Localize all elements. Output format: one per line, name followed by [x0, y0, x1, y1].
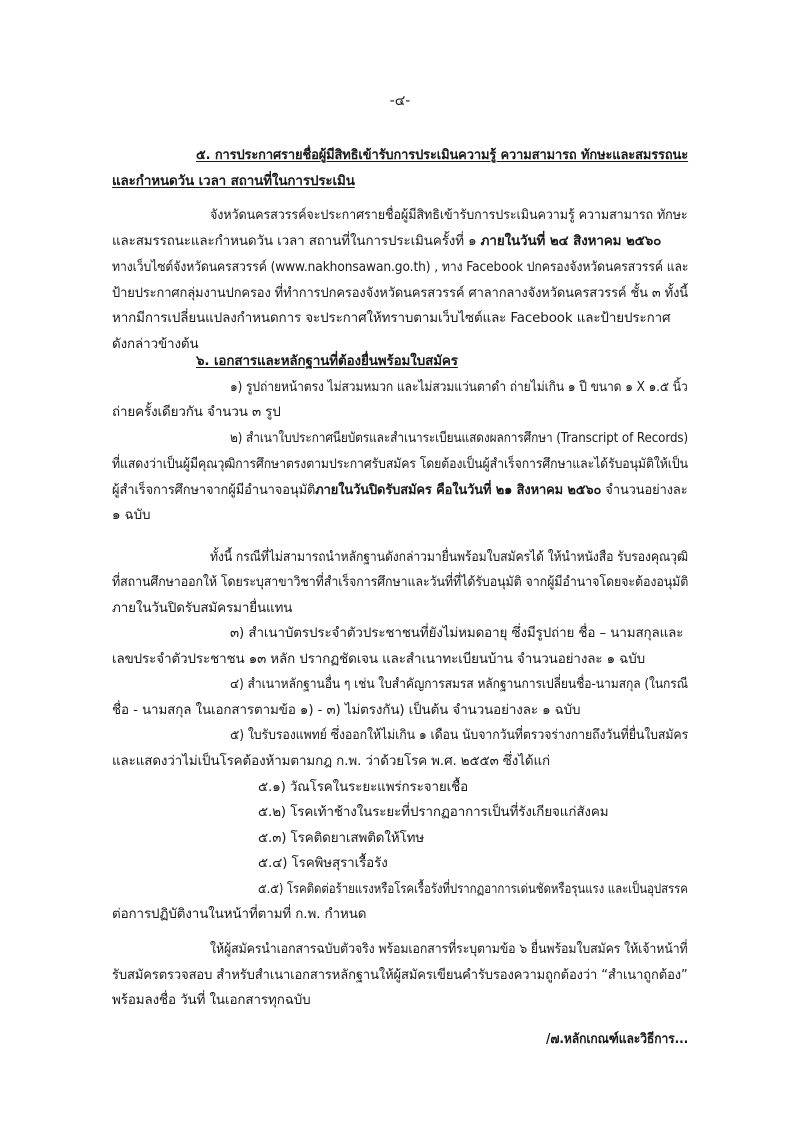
sub-item-5-5-line-2: ต่อการปฏิบัติงานในหน้าที่ตามที่ ก.พ. กำหนด	[112, 907, 367, 922]
section-5-paragraph-line: ป้ายประกาศกลุ่มงานปกครอง ที่ทำการปกครองจังหวัดนครสวรรค์ ศาลากลางจังหวัดนครสวรรค์ ชั้น ๓ ทั้งนี้	[112, 286, 689, 301]
item-3-line-2: เลขประจำตัวประชาชน ๑๓ หลัก ปรากฏชัดเจน และสำเนาทะเบียนบ้าน จำนวนอย่างละ ๑ ฉบับ	[112, 652, 645, 667]
sub-item-5-2: ๕.๒) โรคเท้าช้างในระยะที่ปรากฏอาการเป็นที่รังเกียจแก่สังคม	[258, 805, 609, 820]
item-5-line-1: ๕) ใบรับรองแพทย์ ซึ่งออกให้ไม่เกิน ๑ เดือน นับจากวันที่ตรวจร่างกายถึงวันที่ยื่นใบสมัคร	[230, 728, 689, 743]
sub-item-5-3: ๕.๓) โรคติดยาเสพติดให้โทษ	[258, 831, 425, 846]
section-6-heading: ๖. เอกสารและหลักฐานที่ต้องยื่นพร้อมใบสมัคร	[196, 354, 458, 369]
section-5-paragraph-line: ดังกล่าวข้างต้น	[112, 337, 199, 352]
item-5-line-2: และแสดงว่าไม่เป็นโรคต้องห้ามตามกฎ ก.พ. ว่าด้วยโรค พ.ศ. ๒๕๕๓ ซึ่งได้แก่	[112, 754, 550, 769]
item-2-line-2: ที่แสดงว่าเป็นผู้มีคุณวุฒิการศึกษาตรงตามประกาศรับสมัคร โดยต้องเป็นผู้สำเร็จการศึกษาและได้รับอนุมัติให้เป็น	[112, 457, 688, 472]
section-5-heading-line-1: ๕. การประกาศรายชื่อผู้มีสิทธิเข้ารับการประเมินความรู้ ความสามารถ ทักษะและสมรรถนะ	[196, 148, 689, 163]
paragraph-text: และสมรรถนะและกำหนดวัน เวลา สถานที่ในการประเมินครั้งที่ ๑	[112, 234, 481, 249]
paragraph-text: ผู้สำเร็จการศึกษาจากผู้มีอำนาจอนุมัติ	[112, 483, 316, 498]
closing-date: ภายในวันปิดรับสมัคร คือในวันที่ ๒๑ สิงหาคม ๒๕๖๐	[315, 483, 602, 498]
sub-item-5-5-line-1: ๕.๕) โรคติดต่อร้ายแรงหรือโรคเรื้อรังที่ปรากฏอาการเด่นชัดหรือรุนแรง และเป็นอุปสรรค	[258, 882, 688, 897]
continued-next-page: /๗.หลักเกณฑ์และวิธีการ...	[546, 1032, 689, 1047]
item-4-line-2: ชื่อ - นามสกุล ในเอกสารตามข้อ ๑) - ๓) ไม่ตรงกัน) เป็นต้น จำนวนอย่างละ ๑ ฉบับ	[112, 703, 581, 718]
note-line-2: ที่สถานศึกษาออกให้ โดยระบุสาขาวิชาที่สำเร็จการศึกษาและวันที่ที่ได้รับอนุมัติ จากผู้มีอำนาจโดยจะต้องอนุมัติ	[112, 575, 689, 590]
section-5-paragraph-line	[112, 233, 661, 251]
note-line-1: ทั้งนี้ กรณีที่ไม่สามารถนำหลักฐานดังกล่าวมายื่นพร้อมใบสมัครได้ ให้นำหนังสือ รับรองคุณวุฒิ	[210, 550, 688, 565]
item-4-line-1: ๔) สำเนาหลักฐานอื่น ๆ เช่น ใบสำคัญการสมรส หลักฐานการเปลี่ยนชื่อ-นามสกุล (ในกรณี	[230, 677, 688, 692]
note-line-3: ภายในวันปิดรับสมัครมายื่นแทน	[112, 601, 293, 616]
item-2-line-4: ๑ ฉบับ	[112, 508, 151, 523]
sub-item-5-1: ๕.๑) วัณโรคในระยะแพร่กระจายเชื้อ	[258, 780, 469, 795]
item-2-line-1: ๒) สำเนาใบประกาศนียบัตรและสำเนาระเบียนแสดงผลการศึกษา (Transcript of Records)	[230, 431, 689, 446]
item-1-line-2: ถ่ายครั้งเดียวกัน จำนวน ๓ รูป	[112, 405, 281, 420]
section-5-heading-line-2: และกำหนดวัน เวลา สถานที่ในการประเมิน	[112, 174, 355, 189]
section-5-paragraph-line: หากมีการเปลี่ยนแปลงกำหนดการ จะประกาศให้ทราบตามเว็บไซต์และ Facebook และป้ายประกาศ	[112, 311, 671, 326]
item-1-line-1: ๑) รูปถ่ายหน้าตรง ไม่สวมหมวก และไม่สวมแว่นตาดำ ถ่ายไม่เกิน ๑ ปี ขนาด ๑ X ๑.๕ นิ้ว	[230, 380, 688, 395]
item-3-line-1: ๓) สำเนาบัตรประจำตัวประชาชนที่ยังไม่หมดอายุ ซึ่งมีรูปถ่าย ชื่อ – นามสกุลและ	[230, 626, 684, 641]
closing-paragraph-line-3: พร้อมลงชื่อ วันที่ ในเอกสารทุกฉบับ	[112, 993, 311, 1008]
paragraph-text: จำนวนอย่างละ	[601, 483, 688, 498]
closing-paragraph-line-2: รับสมัครตรวจสอบ สำหรับสำเนาเอกสารหลักฐานให้ผู้สมัครเขียนคำรับรองความถูกต้องว่า “สำเนาถูกต้อง”	[112, 968, 688, 983]
section-5-paragraph-line: ทางเว็บไซต์จังหวัดนครสวรรค์ (www.nakhonsawan.go.th) , ทาง Facebook ปกครองจังหวัดนครสวรรค์ และ	[112, 260, 689, 275]
page-number: -๔-	[389, 93, 411, 109]
section-5-paragraph-line: จังหวัดนครสวรรค์จะประกาศรายชื่อผู้มีสิทธิเข้ารับการประเมินความรู้ ความสามารถ ทักษะ	[210, 208, 688, 223]
closing-paragraph-line-1: ให้ผู้สมัครนำเอกสารฉบับตัวจริง พร้อมเอกสารที่ระบุตามข้อ ๖ ยื่นพร้อมใบสมัคร ให้เจ้าหน้าที่	[210, 942, 688, 957]
announcement-date: ภายในวันที่ ๒๔ สิงหาคม ๒๕๖๐	[480, 234, 662, 249]
item-2-line-3	[112, 482, 688, 500]
sub-item-5-4: ๕.๔) โรคพิษสุราเรื้อรัง	[258, 856, 388, 871]
